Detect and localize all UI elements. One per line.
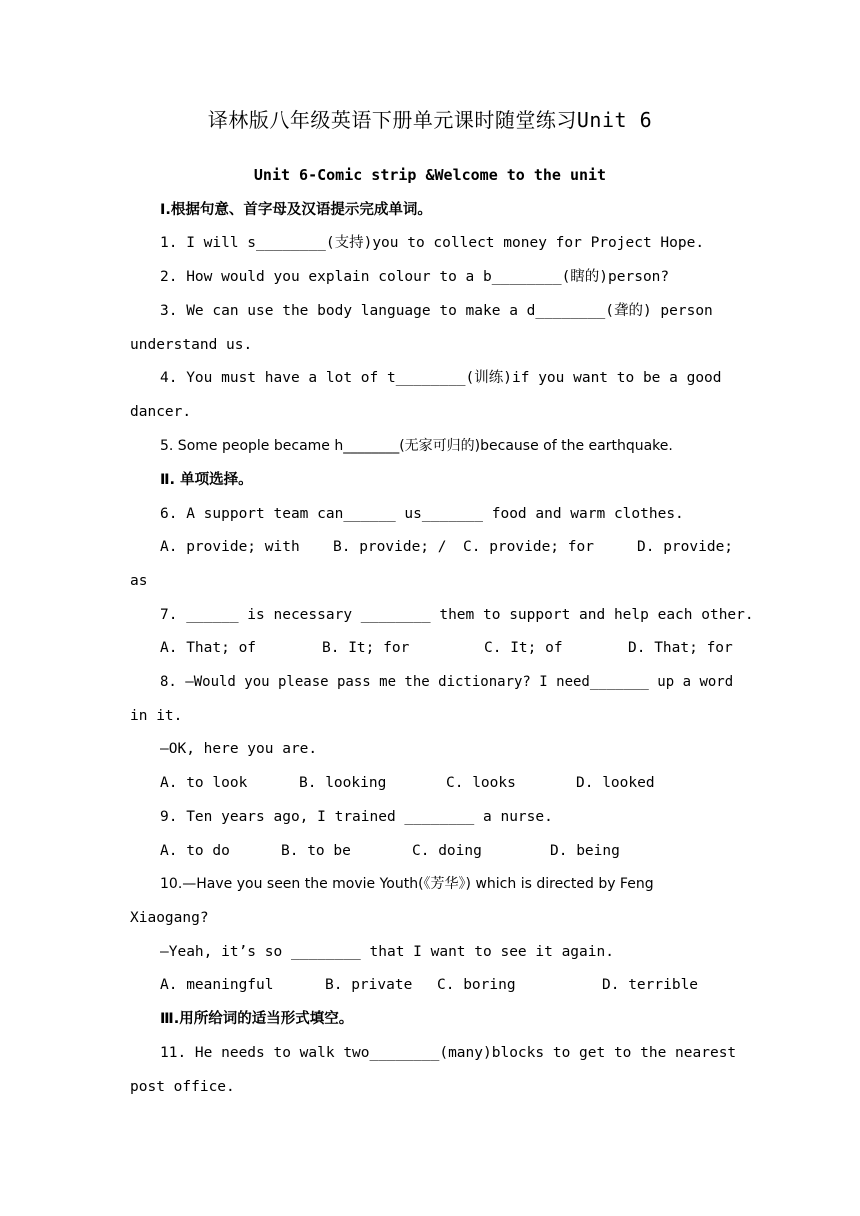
q6-option-b: B. provide; / [333,539,447,555]
question-11: 11. He needs to walk two________(many)blocks to get to the nearest [160,1045,737,1061]
q8-option-d: D. looked [576,775,655,791]
question-11-continued: post office. [130,1079,235,1095]
question-9: 9. Ten years ago, I trained ________ a nurse. [160,809,553,825]
q6-option-a: A. provide; with [160,539,300,555]
question-3: 3. We can use the body language to make a d________(聋的) person [160,303,713,319]
section-1-heading: Ⅰ.根据句意、首字母及汉语提示完成单词。 [160,202,432,218]
q9-option-b: B. to be [281,843,351,859]
question-3-continued: understand us. [130,337,253,353]
question-5: 5. Some people became h________(无家可归的)because of the earthquake. [160,438,673,454]
q6-option-c: C. provide; for [463,539,594,555]
lesson-subtitle: Unit 6-Comic strip &Welcome to the unit [253,166,607,184]
question-4-continued: dancer. [130,404,192,420]
q7-option-a: A. That; of [160,640,257,656]
q6-option-d: D. provide; [637,539,734,555]
q10-option-c: C. boring [437,977,516,993]
question-6: 6. A support team can______ us_______ food and warm clothes. [160,506,684,522]
q7-option-c: C. It; of [484,640,563,656]
q7-option-d: D. That; for [628,640,733,656]
question-10-reply: —Yeah, it’s so ________ that I want to see it again. [160,944,614,960]
q10-option-a: A. meaningful [160,977,274,993]
page-title: 译林版八年级英语下册单元课时随堂练习Unit 6 [207,108,653,132]
section-3-heading: Ⅲ.用所给词的适当形式填空。 [160,1011,354,1027]
q10-option-d: D. terrible [602,977,699,993]
q9-option-c: C. doing [412,843,482,859]
question-8: 8. —Would you please pass me the dictionary? I need_______ up a word [160,674,734,690]
question-2: 2. How would you explain colour to a b________(瞎的)person? [160,269,670,285]
question-8-continued: in it. [130,708,183,724]
q9-option-a: A. to do [160,843,230,859]
section-2-heading: Ⅱ. 单项选择。 [160,472,253,488]
question-8-reply: —OK, here you are. [160,741,318,757]
q10-option-b: B. private [325,977,413,993]
q6-option-d-continued: as [130,573,148,589]
question-10: 10.—Have you seen the movie Youth(《芳华》) which is directed by Feng [160,876,654,892]
q7-option-b: B. It; for [322,640,410,656]
question-7: 7. ______ is necessary ________ them to support and help each other. [160,607,754,623]
question-1: 1. I will s________(支持)you to collect money for Project Hope. [160,235,705,251]
question-10-continued: Xiaogang? [130,910,209,926]
q8-option-a: A. to look [160,775,248,791]
q9-option-d: D. being [550,843,620,859]
question-4: 4. You must have a lot of t________(训练)if you want to be a good [160,370,722,386]
q8-option-b: B. looking [299,775,387,791]
q8-option-c: C. looks [446,775,516,791]
